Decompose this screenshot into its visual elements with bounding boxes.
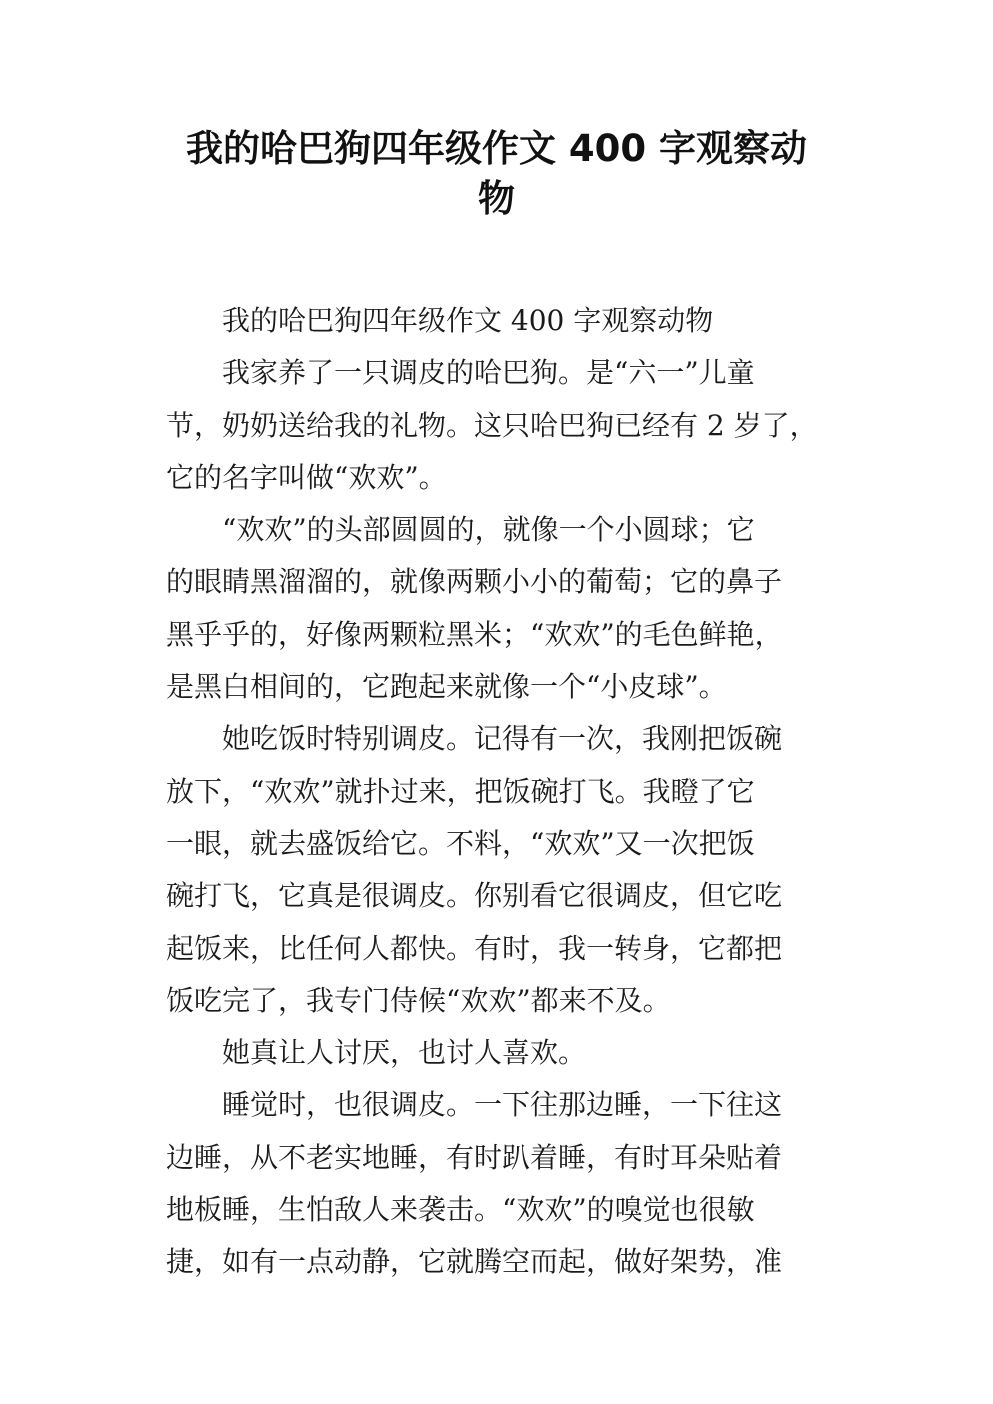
essay-paragraph-sleeping xyxy=(166,1079,838,1288)
text-line: 捷，如有一点动静，它就腾空而起，做好架势，准 xyxy=(166,1245,783,1279)
text-line: 地板睡，生怕敌人来袭击。“欢欢”的嗅觉也很敏 xyxy=(166,1193,755,1227)
text-line: 节，奶奶送给我的礼物。这只哈巴狗已经有 2 岁了， xyxy=(166,408,818,442)
essay-paragraph-subtitle xyxy=(166,295,838,347)
essay-paragraph-appearance xyxy=(166,504,838,713)
text-line: “欢欢”的头部圆圆的，就像一个小圆球；它 xyxy=(222,513,755,547)
text-line: 是黑白相间的，它跑起来就像一个“小皮球”。 xyxy=(166,670,727,704)
text-line: 起饭来，比任何人都快。有时，我一转身，它都把 xyxy=(166,931,783,965)
title-line: 物 xyxy=(478,177,515,220)
essay-paragraph-summary xyxy=(166,1027,838,1079)
essay-paragraph-eating xyxy=(166,713,838,1027)
text-line: 碗打飞，它真是很调皮。你别看它很调皮，但它吃 xyxy=(166,879,783,913)
text-line: 黑乎乎的，好像两颗粒黑米；“欢欢”的毛色鲜艳， xyxy=(166,617,783,651)
essay-paragraph-intro xyxy=(166,347,838,504)
text-line: 她真让人讨厌，也讨人喜欢。 xyxy=(222,1036,587,1070)
essay-body xyxy=(166,295,838,1289)
text-line: 我家养了一只调皮的哈巴狗。是“六一”儿童 xyxy=(222,356,755,390)
text-line: 它的名字叫做“欢欢”。 xyxy=(166,460,447,494)
text-line: 我的哈巴狗四年级作文 400 字观察动物 xyxy=(222,304,714,337)
page-title xyxy=(150,124,843,224)
title-line: 我的哈巴狗四年级作文 400 字观察动 xyxy=(186,127,807,170)
text-line: 的眼睛黑溜溜的，就像两颗小小的葡萄；它的鼻子 xyxy=(166,565,783,599)
text-line: 放下，“欢欢”就扑过来，把饭碗打飞。我瞪了它 xyxy=(166,774,755,808)
text-line: 她吃饭时特别调皮。记得有一次，我刚把饭碗 xyxy=(222,722,783,756)
text-line: 一眼，就去盛饭给它。不料，“欢欢”又一次把饭 xyxy=(166,826,755,860)
text-line: 饭吃完了，我专门侍候“欢欢”都来不及。 xyxy=(166,983,671,1017)
text-line: 睡觉时，也很调皮。一下往那边睡，一下往这 xyxy=(222,1088,783,1122)
text-line: 边睡，从不老实地睡，有时趴着睡，有时耳朵贴着 xyxy=(166,1140,783,1174)
